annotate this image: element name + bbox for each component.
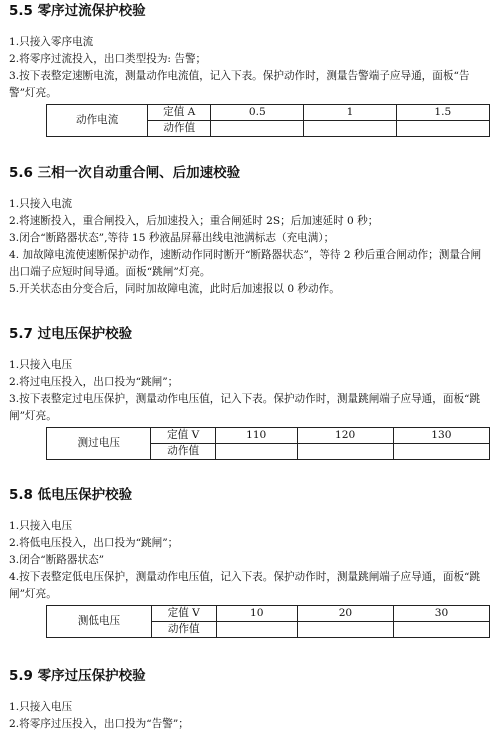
step-line: 2.将低电压投入，出口投为“跳闸”； <box>9 537 179 549</box>
setting-value: 20 <box>297 606 393 622</box>
setting-value: 0.5 <box>211 105 304 121</box>
step-line: 4.按下表整定低电压保护，测量动作电压值，记入下表。保护动作时，测量跳闸端子应导通，面板“跳闸”灯亮。 <box>9 571 481 600</box>
step-line: 3.按下表整定速断电流，测量动作电流值，记入下表。保护动作时，测量告警端子应导通，面板“告警”灯亮。 <box>9 70 470 99</box>
action-value-cell <box>297 622 393 638</box>
step-line: 2.将速断投入，重合闸投入，后加速投入；重合闸延时 2S；后加速延时 0 秒； <box>9 215 379 227</box>
setting-label: 定值 V <box>151 606 216 622</box>
row-header: 动作电流 <box>47 105 148 137</box>
action-value-cell <box>304 121 396 137</box>
step-line: 1.只接入零序电流 <box>9 36 94 48</box>
step-line: 1.只接入电流 <box>9 198 73 210</box>
step-line: 2.将过电压投入，出口投为“跳闸”； <box>9 376 179 388</box>
section-title: 5.9 零序过压保护校验 <box>9 668 146 684</box>
section-5-9 <box>9 667 490 733</box>
table-row <box>47 105 490 121</box>
step-line: 3.闭合“断路器状态” <box>9 554 105 566</box>
measurement-table <box>46 605 490 638</box>
setting-value: 1.5 <box>396 105 489 121</box>
action-label: 动作值 <box>151 444 215 460</box>
action-value-cell <box>211 121 304 137</box>
step-line: 2.将零序过压投入，出口投为“告警”； <box>9 718 189 730</box>
setting-label: 定值 A <box>148 105 211 121</box>
step-line: 3.按下表整定过电压保护，测量动作电压值，记入下表。保护动作时，测量跳闸端子应导通，面板“跳闸”灯亮。 <box>9 393 481 422</box>
section-title: 5.7 过电压保护校验 <box>9 326 133 342</box>
step-line: 1.只接入电压 <box>9 359 73 371</box>
action-label: 动作值 <box>151 622 216 638</box>
action-value-cell <box>216 622 297 638</box>
setting-value: 30 <box>393 606 489 622</box>
setting-value: 130 <box>393 428 489 444</box>
table-row <box>47 606 490 622</box>
row-header: 测过电压 <box>47 428 151 460</box>
section-5-6 <box>9 164 490 298</box>
section-5-8 <box>9 486 490 638</box>
section-title: 5.8 低电压保护校验 <box>9 487 133 503</box>
action-value-cell <box>215 444 297 460</box>
setting-value: 10 <box>216 606 297 622</box>
setting-value: 110 <box>215 428 297 444</box>
measurement-table <box>46 427 490 460</box>
action-value-cell <box>393 622 489 638</box>
measurement-table <box>46 104 490 137</box>
step-line: 3.闭合“断路器状态”,等待 15 秒液晶屏幕出线电池满标志（充电满）； <box>9 232 335 244</box>
setting-value: 120 <box>297 428 393 444</box>
step-line: 5.开关状态由分变合后，同时加故障电流，此时后加速报以 0 秒动作。 <box>9 283 340 295</box>
action-value-cell <box>396 121 489 137</box>
action-label: 动作值 <box>148 121 211 137</box>
step-line: 2.将零序过流投入，出口类型投为: 告警； <box>9 53 207 65</box>
section-5-7 <box>9 325 490 460</box>
step-line: 1.只接入电压 <box>9 520 73 532</box>
section-title: 5.5 零序过流保护校验 <box>9 3 146 19</box>
table-row <box>47 428 490 444</box>
step-line: 1.只接入电压 <box>9 701 73 713</box>
section-title: 5.6 三相一次自动重合闸、后加速校验 <box>9 165 241 181</box>
row-header: 测低电压 <box>47 606 152 638</box>
step-line: 4. 加故障电流使速断保护动作，速断动作同时断开“断路器状态”，等待 2 秒后重合闸动作；测量合闸出口端子应短时间导通。面板“跳闸”灯亮。 <box>9 249 482 278</box>
setting-label: 定值 V <box>151 428 215 444</box>
action-value-cell <box>393 444 489 460</box>
section-5-5 <box>9 2 490 137</box>
setting-value: 1 <box>304 105 396 121</box>
action-value-cell <box>297 444 393 460</box>
